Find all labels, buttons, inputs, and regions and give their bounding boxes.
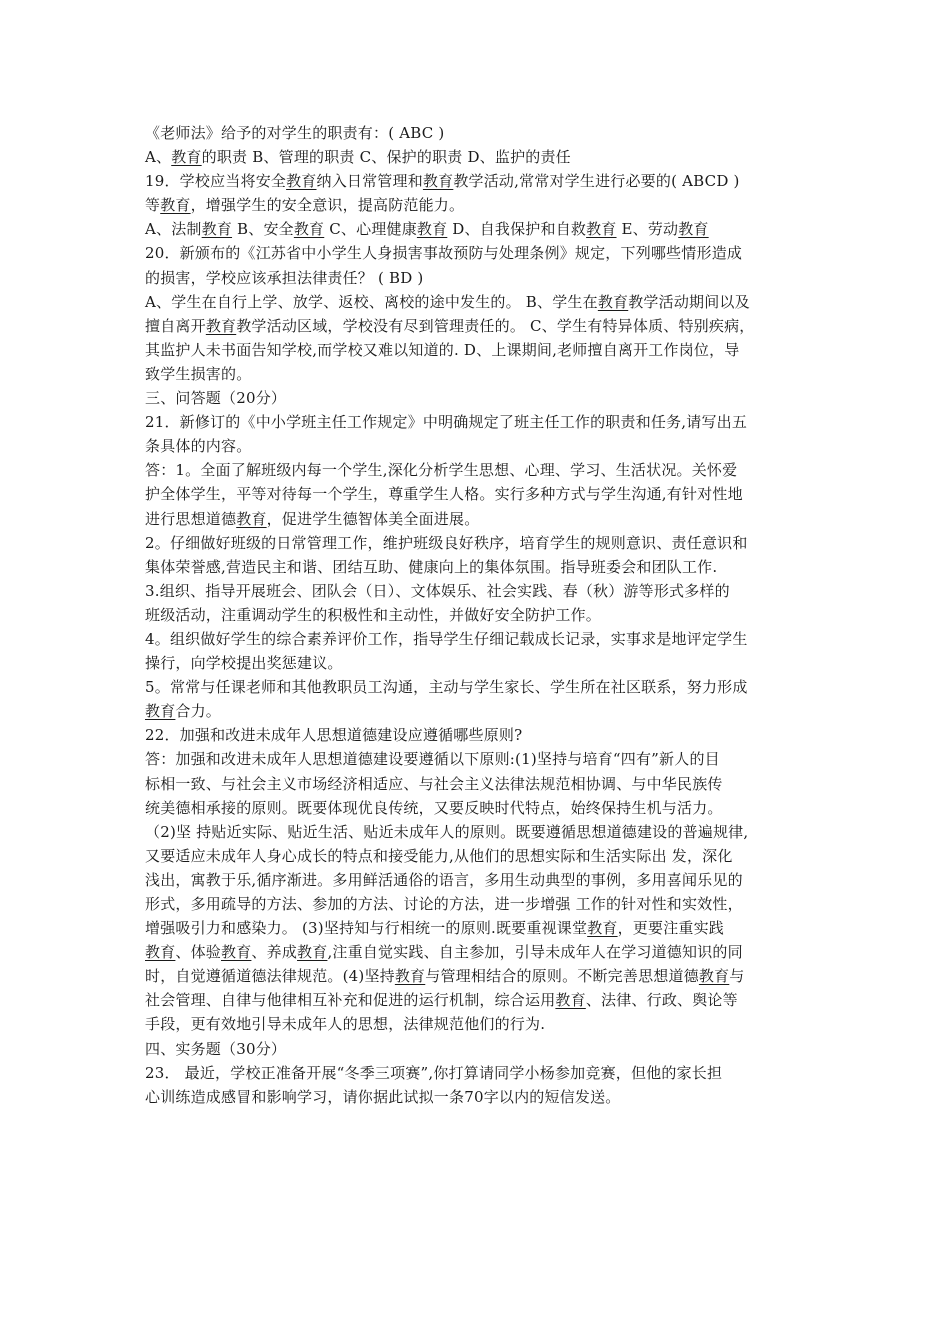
text-line — [145, 699, 815, 723]
text-segment: 21．新修订的《中小学班主任工作规定》中明确规定了班主任工作的职责和任务,请写出五 — [145, 413, 748, 432]
underlined-term: 教育 — [286, 172, 317, 191]
underlined-term: 教育 — [221, 943, 252, 962]
text-line — [145, 579, 815, 603]
text-line — [145, 290, 815, 314]
text-segment: 5。常常与任课老师和其他教职员工沟通，主动与学生家长、学生所在社区联系，努力形成 — [145, 678, 748, 697]
text-segment: 23． 最近，学校正准备开展“冬季三项赛”,你打算请同学小杨参加竞赛，但他的家长担 — [145, 1063, 723, 1082]
text-segment: 《老师法》给予的对学生的职责有：( ABC ) — [145, 124, 445, 142]
text-line — [145, 747, 815, 771]
text-segment: 19．学校应当将安全 — [145, 172, 287, 191]
underlined-term: 教育 — [698, 967, 730, 986]
document-page — [145, 121, 815, 1109]
text-segment: 与管理相结合的原则。不断完善思想道德 — [425, 967, 699, 986]
text-segment: 又要适应未成年人身心成长的特点和接受能力,从他们的思想实际和生活实际出 发，深化 — [145, 846, 733, 865]
text-line — [145, 796, 815, 820]
underlined-term: 教育 — [394, 967, 426, 986]
text-segment: C、心理健康 — [324, 220, 417, 239]
text-segment: 形式，多用疏导的方法、参加的方法、讨论的方法，进一步增强 工作的针对性和实效性， — [145, 895, 743, 913]
text-segment: ，更要注重实践 — [617, 919, 724, 938]
text-line — [145, 434, 815, 458]
underlined-term: 教育 — [422, 172, 454, 191]
text-line — [145, 1085, 815, 1109]
text-line — [145, 675, 815, 699]
text-segment: 条具体的内容。 — [145, 437, 252, 456]
text-segment: 手段，更有效地引导未成年人的思想，法律规范他们的行为. — [145, 1015, 546, 1034]
text-segment: 教学活动区域，学校没有尽到管理责任的。 C、学生有特异体质、特别疾病， — [236, 316, 755, 335]
text-line — [145, 603, 815, 627]
text-line — [145, 892, 815, 916]
text-line — [145, 362, 815, 386]
text-segment: 3.组织、指导开展班会、团队会（日）、文体娱乐、社会实践、春（秋）游等形式多样的 — [145, 581, 730, 600]
text-segment: E、劳动 — [616, 220, 679, 239]
text-segment: 三、问答题（20分） — [145, 389, 287, 408]
text-line — [145, 940, 815, 964]
text-segment: 答：加强和改进未成年人思想道德建设要遵循以下原则:(1)坚持与培育“四有”新人的目 — [145, 750, 720, 769]
text-line — [145, 386, 815, 410]
text-line — [145, 844, 815, 868]
text-line — [145, 217, 815, 241]
text-segment: 集体荣誉感,营造民主和谐、团结互助、健康向上的集体氛围。指导班委会和团队工作. — [145, 557, 718, 576]
underlined-term: 教育 — [201, 220, 233, 239]
underlined-term: 教育 — [160, 196, 191, 215]
text-line — [145, 169, 815, 193]
text-line — [145, 266, 815, 290]
text-line — [145, 1061, 815, 1085]
underlined-term: 教育 — [555, 991, 586, 1010]
text-line — [145, 723, 815, 747]
text-line — [145, 531, 815, 555]
text-segment: B、安全 — [232, 220, 294, 239]
text-segment: A、法制 — [145, 220, 202, 239]
text-line — [145, 627, 815, 651]
text-segment: D、自我保护和自救 — [447, 220, 587, 239]
text-line — [145, 868, 815, 892]
text-segment: 四、实务题（30分） — [145, 1039, 287, 1058]
text-line — [145, 145, 815, 169]
text-segment: 、体验 — [175, 943, 222, 962]
text-line — [145, 820, 815, 844]
underlined-term: 教育 — [586, 220, 617, 239]
text-segment: 纳入日常管理和 — [316, 172, 423, 191]
text-segment: A、学生在自行上学、放学、返校、离校的途中发生的。 B、学生在 — [145, 292, 598, 311]
text-segment: 合力。 — [175, 702, 222, 721]
text-segment: 其监护人未书面告知学校,而学校又难以知道的. D、上课期间,老师擅自离开工作岗位，导 — [145, 340, 740, 359]
text-segment: 与 — [729, 967, 745, 986]
underlined-term: 教育 — [416, 220, 448, 239]
text-line — [145, 1037, 815, 1061]
text-line — [145, 338, 815, 362]
text-line — [145, 193, 815, 217]
text-segment: 22．加强和改进未成年人思想道德建设应遵循哪些原则? — [145, 726, 523, 745]
text-segment: 标相一致、与社会主义市场经济相适应、与社会主义法律法规范相协调、与中华民族传 — [145, 774, 723, 793]
text-segment: 心训练造成感冒和影响学习，请你据此试拟一条70字以内的短信发送。 — [145, 1087, 621, 1106]
text-segment: 社会管理、自律与他律相互补充和促进的运行机制，综合运用 — [145, 991, 556, 1010]
underlined-term: 教育 — [293, 220, 325, 239]
text-line — [145, 507, 815, 531]
text-line — [145, 964, 815, 988]
underlined-term: 教育 — [597, 292, 629, 311]
text-segment: 的损害，学校应该承担法律责任？ ( BD ) — [145, 268, 424, 287]
text-line — [145, 314, 815, 338]
text-segment: 2。仔细做好班级的日常管理工作，维护班级良好秩序，培育学生的规则意识、责任意识和 — [145, 533, 748, 552]
text-segment: 时，自觉遵循道德法律规范。(4)坚持 — [145, 967, 395, 986]
text-line — [145, 458, 815, 482]
underlined-term: 教育 — [587, 919, 618, 938]
text-segment: ，促进学生德智体美全面进展。 — [266, 509, 480, 528]
underlined-term: 教育 — [678, 220, 709, 239]
text-line — [145, 410, 815, 434]
underlined-term: 教育 — [145, 702, 176, 721]
text-line — [145, 916, 815, 940]
text-segment: 教学活动期间以及 — [628, 292, 750, 311]
underlined-term: 教育 — [171, 148, 202, 167]
text-segment: ，增强学生的安全意识，提高防范能力。 — [190, 196, 465, 215]
text-segment: 致学生损害的。 — [145, 364, 252, 383]
underlined-term: 教育 — [145, 943, 176, 962]
text-line — [145, 121, 815, 145]
text-segment: 班级活动，注重调动学生的积极性和主动性，并做好安全防护工作。 — [145, 605, 602, 624]
text-line — [145, 772, 815, 796]
text-segment: 等 — [145, 196, 161, 215]
text-segment: 进行思想道德 — [145, 509, 237, 528]
text-segment: 教学活动,常常对学生进行必要的( ABCD ) — [453, 172, 740, 191]
text-line — [145, 651, 815, 675]
text-segment: 20．新颁布的《江苏省中小学生人身损害事故预防与处理条例》规定，下列哪些情形造成 — [145, 244, 743, 263]
text-segment: 统美德相承接的原则。既要体现优良传统，又要反映时代特点，始终保持生机与活力。 — [145, 798, 723, 817]
underlined-term: 教育 — [236, 509, 267, 528]
text-segment: 浅出，寓教于乐,循序渐进。多用鲜活通俗的语言，多用生动典型的事例，多用喜闻乐见的 — [145, 870, 743, 889]
text-line — [145, 241, 815, 265]
text-line — [145, 555, 815, 579]
text-segment: 4。组织做好学生的综合素养评价工作，指导学生仔细记载成长记录，实事求是地评定学生 — [145, 629, 748, 648]
text-segment: 护全体学生，平等对待每一个学生，尊重学生人格。实行多种方式与学生沟通,有针对性地 — [145, 485, 743, 504]
text-segment: 的职责 B、管理的职责 C、保护的职责 D、监护的责任 — [201, 148, 571, 167]
text-segment: 答：1。全面了解班级内每一个学生,深化分析学生思想、心理、学习、生活状况。关怀爱 — [145, 461, 738, 480]
text-segment: （2)坚 持贴近实际、贴近生活、贴近未成年人的原则。既要遵循思想道德建设的普遍规律, — [145, 822, 749, 841]
text-segment: 、法律、行政、舆论等 — [585, 991, 738, 1010]
text-line — [145, 482, 815, 506]
text-segment: ,注重自觉实践、自主参加，引导未成年人在学习道德知识的同 — [327, 943, 743, 962]
text-segment: A、 — [145, 148, 172, 167]
text-segment: 、养成 — [251, 943, 298, 962]
underlined-term: 教育 — [297, 943, 328, 962]
text-segment: 擅自离开 — [145, 316, 206, 335]
text-segment: 增强吸引力和感染力。 (3)坚持知与行相统一的原则.既要重视课堂 — [145, 919, 588, 938]
text-line — [145, 1012, 815, 1036]
text-segment: 操行，向学校提出奖惩建议。 — [145, 654, 343, 673]
underlined-term: 教育 — [205, 316, 237, 335]
text-line — [145, 988, 815, 1012]
